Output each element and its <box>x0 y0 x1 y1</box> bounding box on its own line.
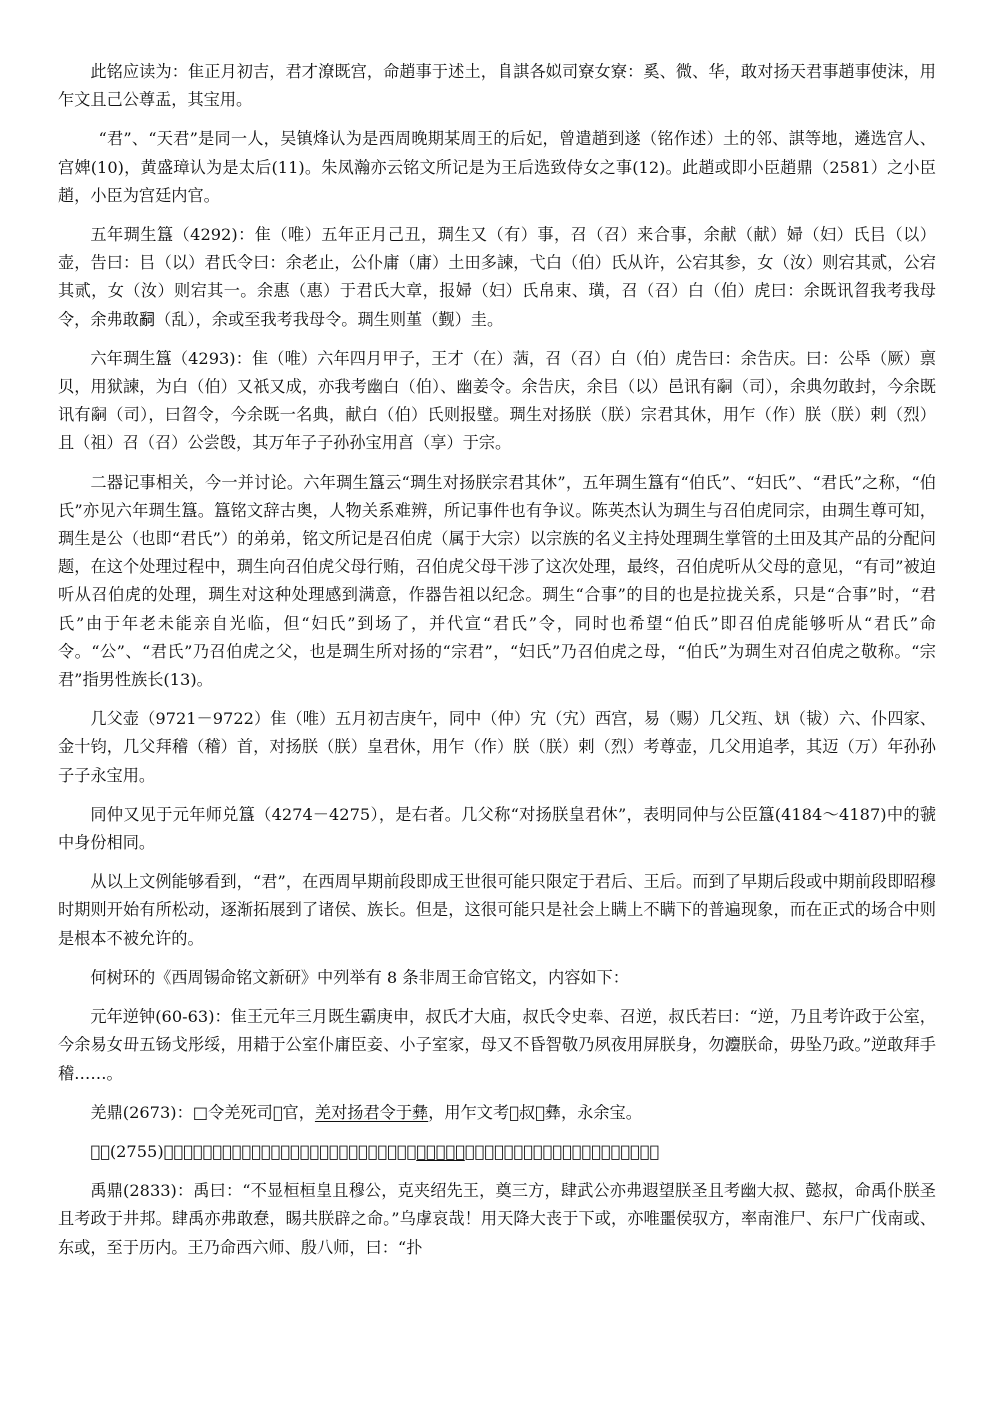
paragraph <box>58 345 936 458</box>
underlined-text: 羌对扬君令于彝 <box>314 1102 429 1122</box>
paragraph-text: 此铭应读为：隹正月初吉，君才潦既宫，命趙事于述土，𨸏諆各姒司寮女寮：奚、微、华，敢对扬天君事趙事使沫，用乍文且己公尊盂，其宝用。 <box>58 62 936 110</box>
paragraph-text: 六年琱生簋（4293)：隹（唯）六年四月甲子，王才（在）𦵩，召（召）白（伯）虎告曰：余告庆。曰：公氒（厥）禀贝，用狱諫，为白（伯）又祇又成，亦我考幽白（伯）、幽姜令。余告庆，余㠯（以）邑讯有𤔲（司），余典勿敢封，今余既讯有𤔲（司），曰㫚令，今余既一名典，献白（伯）氏则报璧。琱生对扬朕（朕）宗君其休，用乍（作）朕（朕）剌（烈）且（祖）召（召）公尝𣪘，其万年子子孙孙宝用亯（享）于宗。 <box>58 348 936 453</box>
paragraph-text: ，用乍朕文考厘叔尊鼎，其子子孙孙其永宝。 <box>464 1141 660 1161</box>
paragraph-text: 从以上文例能够看到，“君”，在西周早期前段即成王世很可能只限定于君后、王后。而到了早期后段或中期前段即昭穆时期则开始有所松动，逐渐拓展到了诸侯、族长。但是，这很可能只是社会上瞒上不瞒下的普遍现象，而在正式的场合中则是根本不被允许的。 <box>58 872 936 948</box>
underlined-text: 对扬遣中休 <box>416 1141 465 1161</box>
paragraph <box>58 801 936 857</box>
paragraph <box>58 1177 936 1262</box>
paragraph <box>58 58 936 114</box>
document-page <box>58 58 936 1273</box>
paragraph-text: 同仲又见于元年师兑簋（4274－4275），是右者。几父称“对扬朕皇君休”，表明同仲与公臣簋(4184～4187)中的虢中身份相同。 <box>58 804 936 853</box>
paragraph-text: ，用乍文考𡨦叔𩰫彝，永余宝。 <box>428 1102 642 1122</box>
paragraph <box>58 221 936 334</box>
paragraph-text: 二器记事相关，今一并讨论。六年琱生簋云“琱生对扬朕宗君其休”，五年琱生簋有“伯氏”、“妇氏”、“君氏”之称，“伯氏”亦见六年琱生簋。簋铭文辞古奥，人物关系难辨，所记事件也有争议。陈英杰认为琱生与召伯虎同宗，由琱生尊可知，琱生是公（也即“君氏”）的弟弟，铭文所记是召伯虎（属于大宗）以宗族的名义主持处理琱生掌管的土田及其产品的分配问题，在这个处理过程中，琱生向召伯虎父母行贿，召伯虎父母干涉了这次处理，最终，召伯虎听从父母的意见，“有司”被迫听从召伯虎的处理，琱生对这种处理感到满意，作器告祖以纪念。琱生“合事”的目的也是拉拢关系，只是“合事”时，“君氏”由于年老未能亲自光临，但“妇氏”到场了，并代宣“君氏”令，同时也希望“伯氏”即召伯虎能够听从“君氏”命令。“公”、“君氏”乃召伯虎之父，也是琱生所对扬的“宗君”，“妇氏”乃召伯虎之母，“伯氏”为琱生对召伯虎之敬称。“宗君”指男性族长(13)。 <box>58 472 936 690</box>
paragraph-text: 元年逆钟(60-63)：隹王元年三月既生霸庚申，叔氏才大庙，叔氏令史𠦪、召逆，叔氏若曰：“逆，乃且考许政于公室，今余易女毌五钖戈彤绥，用耤于公室仆庸臣妾、小子室家，母又不昏智敬乃夙夜用屏朕身，勿灋朕命，毋坠乃政。”逆敢拜手稽……。 <box>58 1007 936 1083</box>
paragraph <box>58 125 936 210</box>
paragraph-text: 几父壶（9721－9722）隹（唯）五月初吉庚午，同中（仲）宄（宄）西宫，易（赐）几父𦍞、𢦚（韨）六、仆四家、金十钧，几父拜稽（稽）首，对扬朕（朕）皇君休，用乍（作）朕（朕）剌（烈）考尊壶，几父用追孝，其迈（万）年孙孙子子永宝用。 <box>58 709 936 785</box>
paragraph-text: 羌鼎(2673)：□令羌死司𩍐官， <box>90 1102 315 1122</box>
paragraph-text: 𥨊鼎(2755)：隹王九月既望乙子（巳），遣中令𥨊𦔻司奠田，拜稽首， <box>90 1141 417 1161</box>
paragraph-text: 何树环的《西周锡命铭文新研》中列举有 8 条非周王命官铭文，内容如下： <box>90 967 629 987</box>
paragraph <box>58 964 936 992</box>
paragraph-text: 禹鼎(2833)：禹曰：“不显桓桓皇且穆公，克夹绍先王，奠三方，肆武公亦弗遐望朕圣且考幽大叔、懿叔，命禹仆朕圣且考政于井邦。肆禹亦弗敢惷，睗共朕辟之命。”乌虖哀哉！用天降大丧于下或，亦唯噩侯驭方，率南淮尸、东尸广伐南或、东或，至于历内。王乃命西六师、殷八师，曰：“扑 <box>58 1181 936 1257</box>
paragraph <box>58 1003 936 1088</box>
paragraph <box>58 1138 936 1166</box>
paragraph <box>58 705 936 790</box>
paragraph <box>58 469 936 695</box>
paragraph <box>58 1099 936 1127</box>
paragraph <box>58 868 936 953</box>
paragraph-text: “君”、“天君”是同一人，吴镇烽认为是西周晚期某周王的后妃，曾遣趙到遂（铭作述）土的邻、諆等地，遴选宫人、宫婢(10)，黄盛璋认为是太后(11)。朱凤瀚亦云铭文所记是为王后选致侍女之事(12)。此趙或即小臣趙鼎（2581）之小臣趙，小臣为宫廷内官。 <box>58 129 936 205</box>
paragraph-text: 五年琱生簋（4292)：隹（唯）五年正月己丑，琱生又（有）事，召（召）来合事，余献（献）婦（妇）氏㠯（以）壶，告曰：㠯（以）君氏令曰：余老止，公仆庸（庸）土田多諫，弋白（伯）氏从许，公宕其参，女（汝）则宕其贰，公宕其贰，女（汝）则宕其一。余惠（惠）于君氏大章，报婦（妇）氏帛束、璜，召（召）白（伯）虎曰：余既讯㫚我考我母令，余弗敢𤔲（乱），余或至我考我母令。琱生则堇（觐）圭。 <box>58 225 936 329</box>
